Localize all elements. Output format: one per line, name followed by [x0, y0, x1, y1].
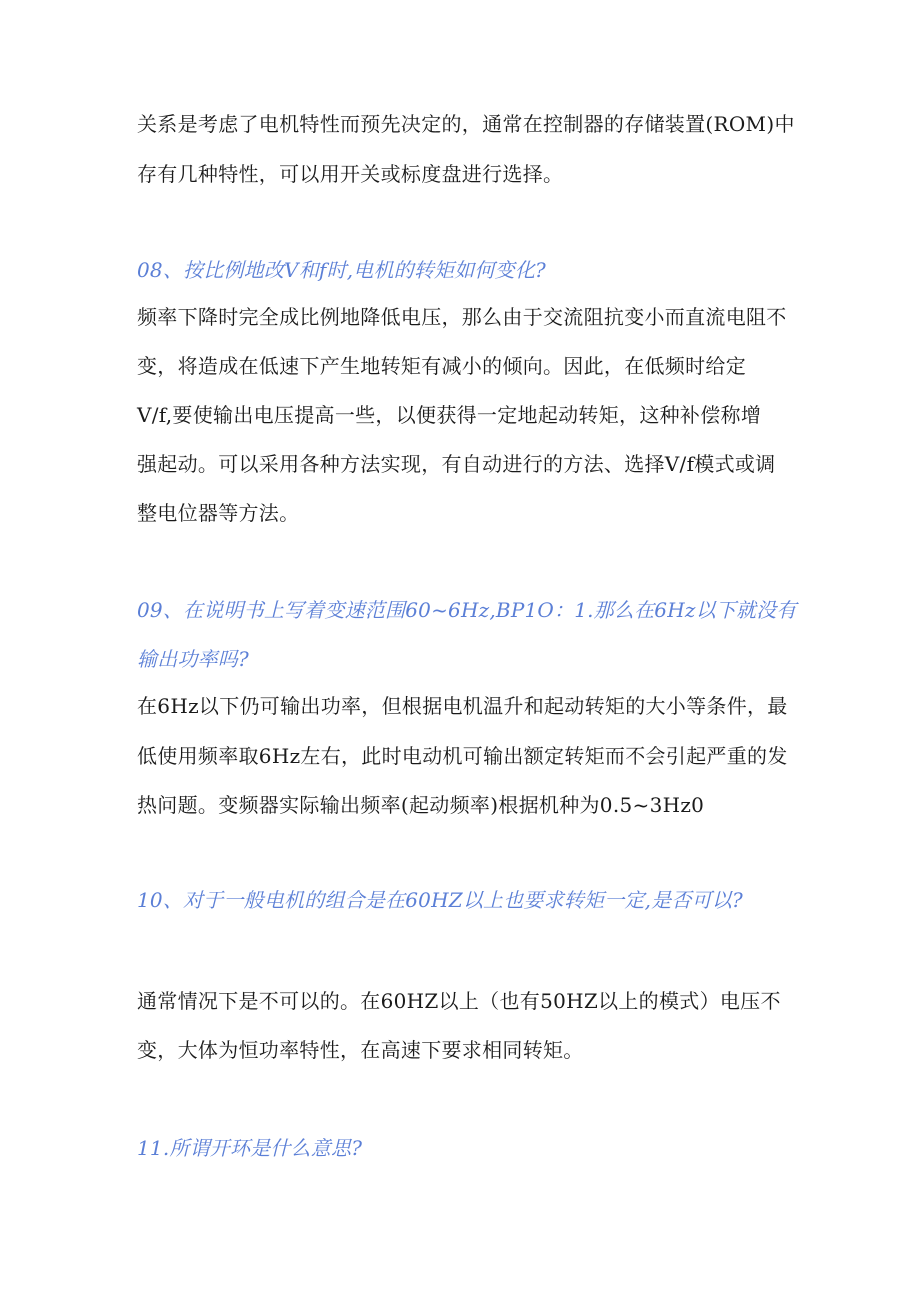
question-09-title-line-1: 09、在说明书上写着变速范围60~6Hz,BP1O：1.那么在6Hz以下就没有 [137, 598, 797, 622]
answer-09-line-3: 热问题。变频器实际输出频率(起动频率)根据机种为0.5~3Hz0 [137, 793, 705, 817]
answer-10-line-2: 变，大体为恒功率特性，在高速下要求相同转矩。 [137, 1038, 584, 1062]
answer-08-line-3: V/f,要使输出电压提高一些，以便获得一定地起动转矩，这种补偿称增 [137, 403, 762, 427]
answer-08-line-5: 整电位器等方法。 [137, 501, 300, 525]
intro-line-1: 关系是考虑了电机特性而预先决定的，通常在控制器的存储装置(ROM)中 [137, 112, 795, 136]
answer-08-line-2: 变，将造成在低速下产生地转矩有减小的倾向。因此，在低频时给定 [137, 354, 746, 378]
question-09-title-line-2: 输出功率吗? [137, 647, 249, 671]
intro-line-2: 存有几种特性，可以用开关或标度盘进行选择。 [137, 162, 564, 186]
answer-09-line-1: 在6Hz以下仍可输出功率，但根据电机温升和起动转矩的大小等条件，最 [137, 694, 788, 718]
answer-08-line-1: 频率下降时完全成比例地降低电压，那么由于交流阻抗变小而直流电阻不 [137, 305, 787, 329]
answer-08-line-4: 强起动。可以采用各种方法实现，有自动进行的方法、选择V/f模式或调 [137, 452, 776, 476]
question-08-title: 08、按比例地改V和f时,电机的转矩如何变化? [137, 258, 546, 282]
answer-09-line-2: 低使用频率取6Hz左右，此时电动机可输出额定转矩而不会引起严重的发 [137, 744, 788, 768]
question-10-title: 10、对于一般电机的组合是在60HZ以上也要求转矩一定,是否可以? [137, 888, 743, 912]
answer-10-line-1: 通常情况下是不可以的。在60HZ以上（也有50HZ以上的模式）电压不 [137, 989, 781, 1013]
question-11-title: 11.所谓开环是什么意思? [137, 1136, 363, 1160]
